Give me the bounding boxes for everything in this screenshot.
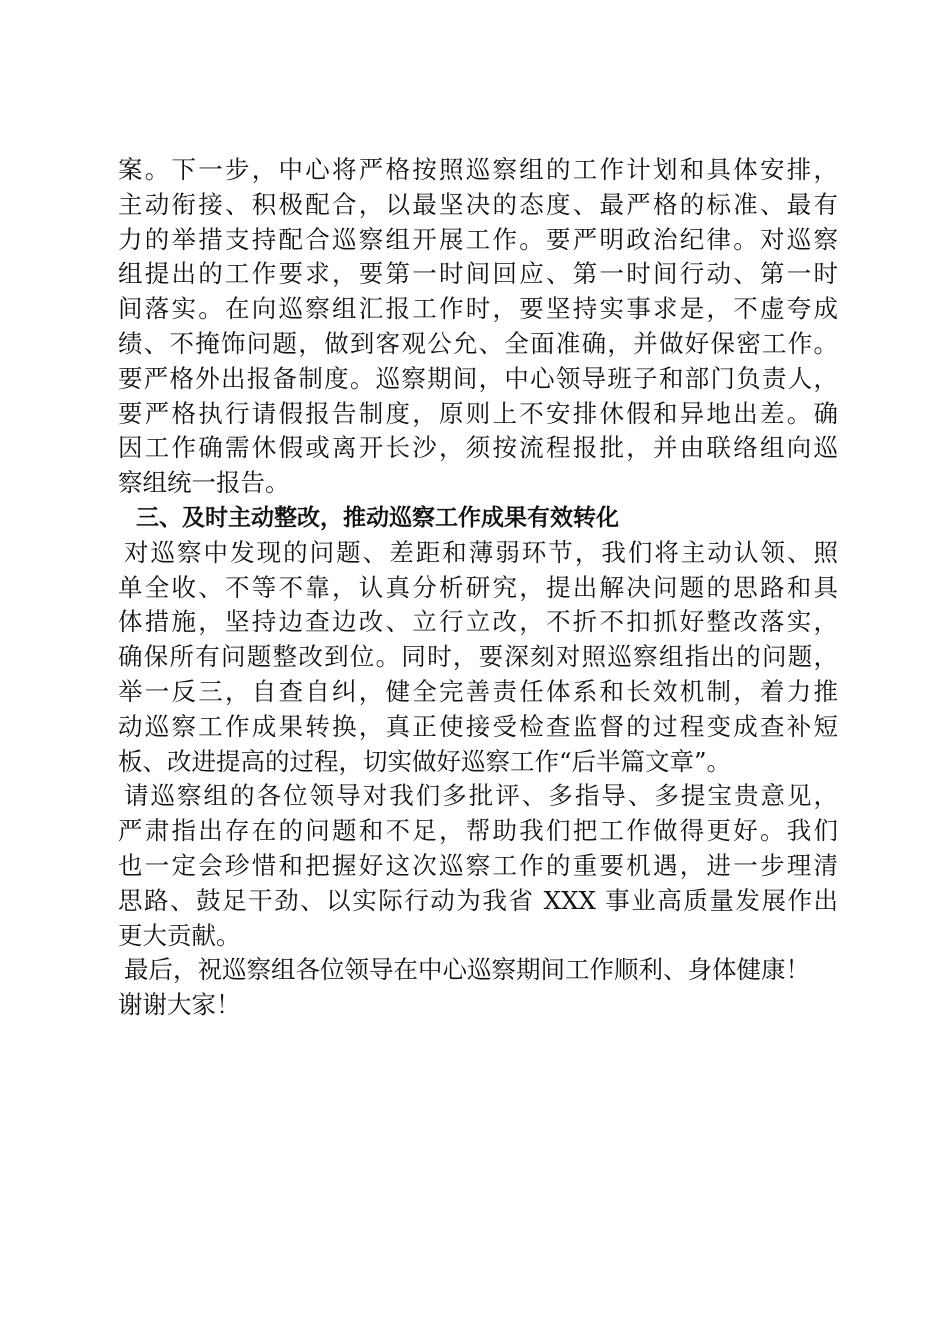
text-line: 请巡察组的各位领导对我们多批评、多指导、多提宝贵意见，: [124, 781, 838, 811]
text-line: 要严格外出报备制度。巡察期间，中心领导班子和部门负责人，: [118, 363, 838, 393]
text-line: 力的举措支持配合巡察组开展工作。要严明政治纪律。对巡察: [118, 224, 838, 254]
text-line: 察组统一报告。: [118, 468, 290, 498]
text-line: 组提出的工作要求，要第一时间回应、第一时间行动、第一时: [118, 259, 838, 289]
text-line: 思路、鼓足干劲、以实际行动为我省 XXX 事业高质量发展作出: [118, 885, 838, 915]
text-line: 也一定会珍惜和把握好这次巡察工作的重要机遇，进一步理清: [118, 850, 838, 880]
text-line: 板、改进提高的过程，切实做好巡察工作“后半篇文章”。: [118, 746, 732, 776]
text-line: 主动衔接、积极配合，以最坚决的态度、最严格的标准、最有: [118, 189, 838, 219]
paragraph-request: [118, 779, 838, 953]
document-body: [118, 153, 838, 1023]
text-line: 案。下一步，中心将严格按照巡察组的工作计划和具体安排，: [118, 155, 838, 184]
text-line: 单全收、不等不靠，认真分析研究，提出解决问题的思路和具: [118, 572, 838, 602]
text-line: 体措施，坚持边查边改、立行立改，不折不扣抓好整改落实，: [118, 607, 838, 637]
section-heading: 三、及时主动整改，推动巡察工作成果有效转化: [136, 504, 619, 531]
text-line: 举一反三，自查自纠，健全完善责任体系和长效机制，着力推: [118, 676, 838, 706]
text-line: 确保所有问题整改到位。同时，要深刻对照巡察组指出的问题，: [118, 642, 838, 672]
text-line: 严肃指出存在的问题和不足，帮助我们把工作做得更好。我们: [118, 816, 838, 846]
paragraph-continuation: [118, 153, 838, 501]
text-line: 间落实。在向巡察组汇报工作时，要坚持实事求是，不虚夸成: [118, 294, 838, 324]
text-line: 要严格执行请假报告制度，原则上不安排休假和异地出差。确: [118, 398, 838, 428]
text-line: 因工作确需休假或离开长沙，须按流程报批，并由联络组向巡: [118, 433, 838, 463]
text-line: 绩、不掩饰问题，做到客观公允、全面准确，并做好保密工作。: [118, 328, 838, 358]
paragraph-rectification: [118, 536, 838, 780]
text-line: 最后，祝巡察组各位领导在中心巡察期间工作顺利、身体健康！: [124, 955, 810, 985]
paragraph-closing: [118, 953, 838, 1023]
text-line: 更大贡献。: [118, 920, 241, 950]
text-line: 对巡察中发现的问题、差距和薄弱环节，我们将主动认领、照: [124, 537, 838, 567]
text-line: 动巡察工作成果转换，真正使接受检查监督的过程变成查补短: [118, 711, 838, 741]
text-line: 谢谢大家！: [118, 990, 241, 1020]
